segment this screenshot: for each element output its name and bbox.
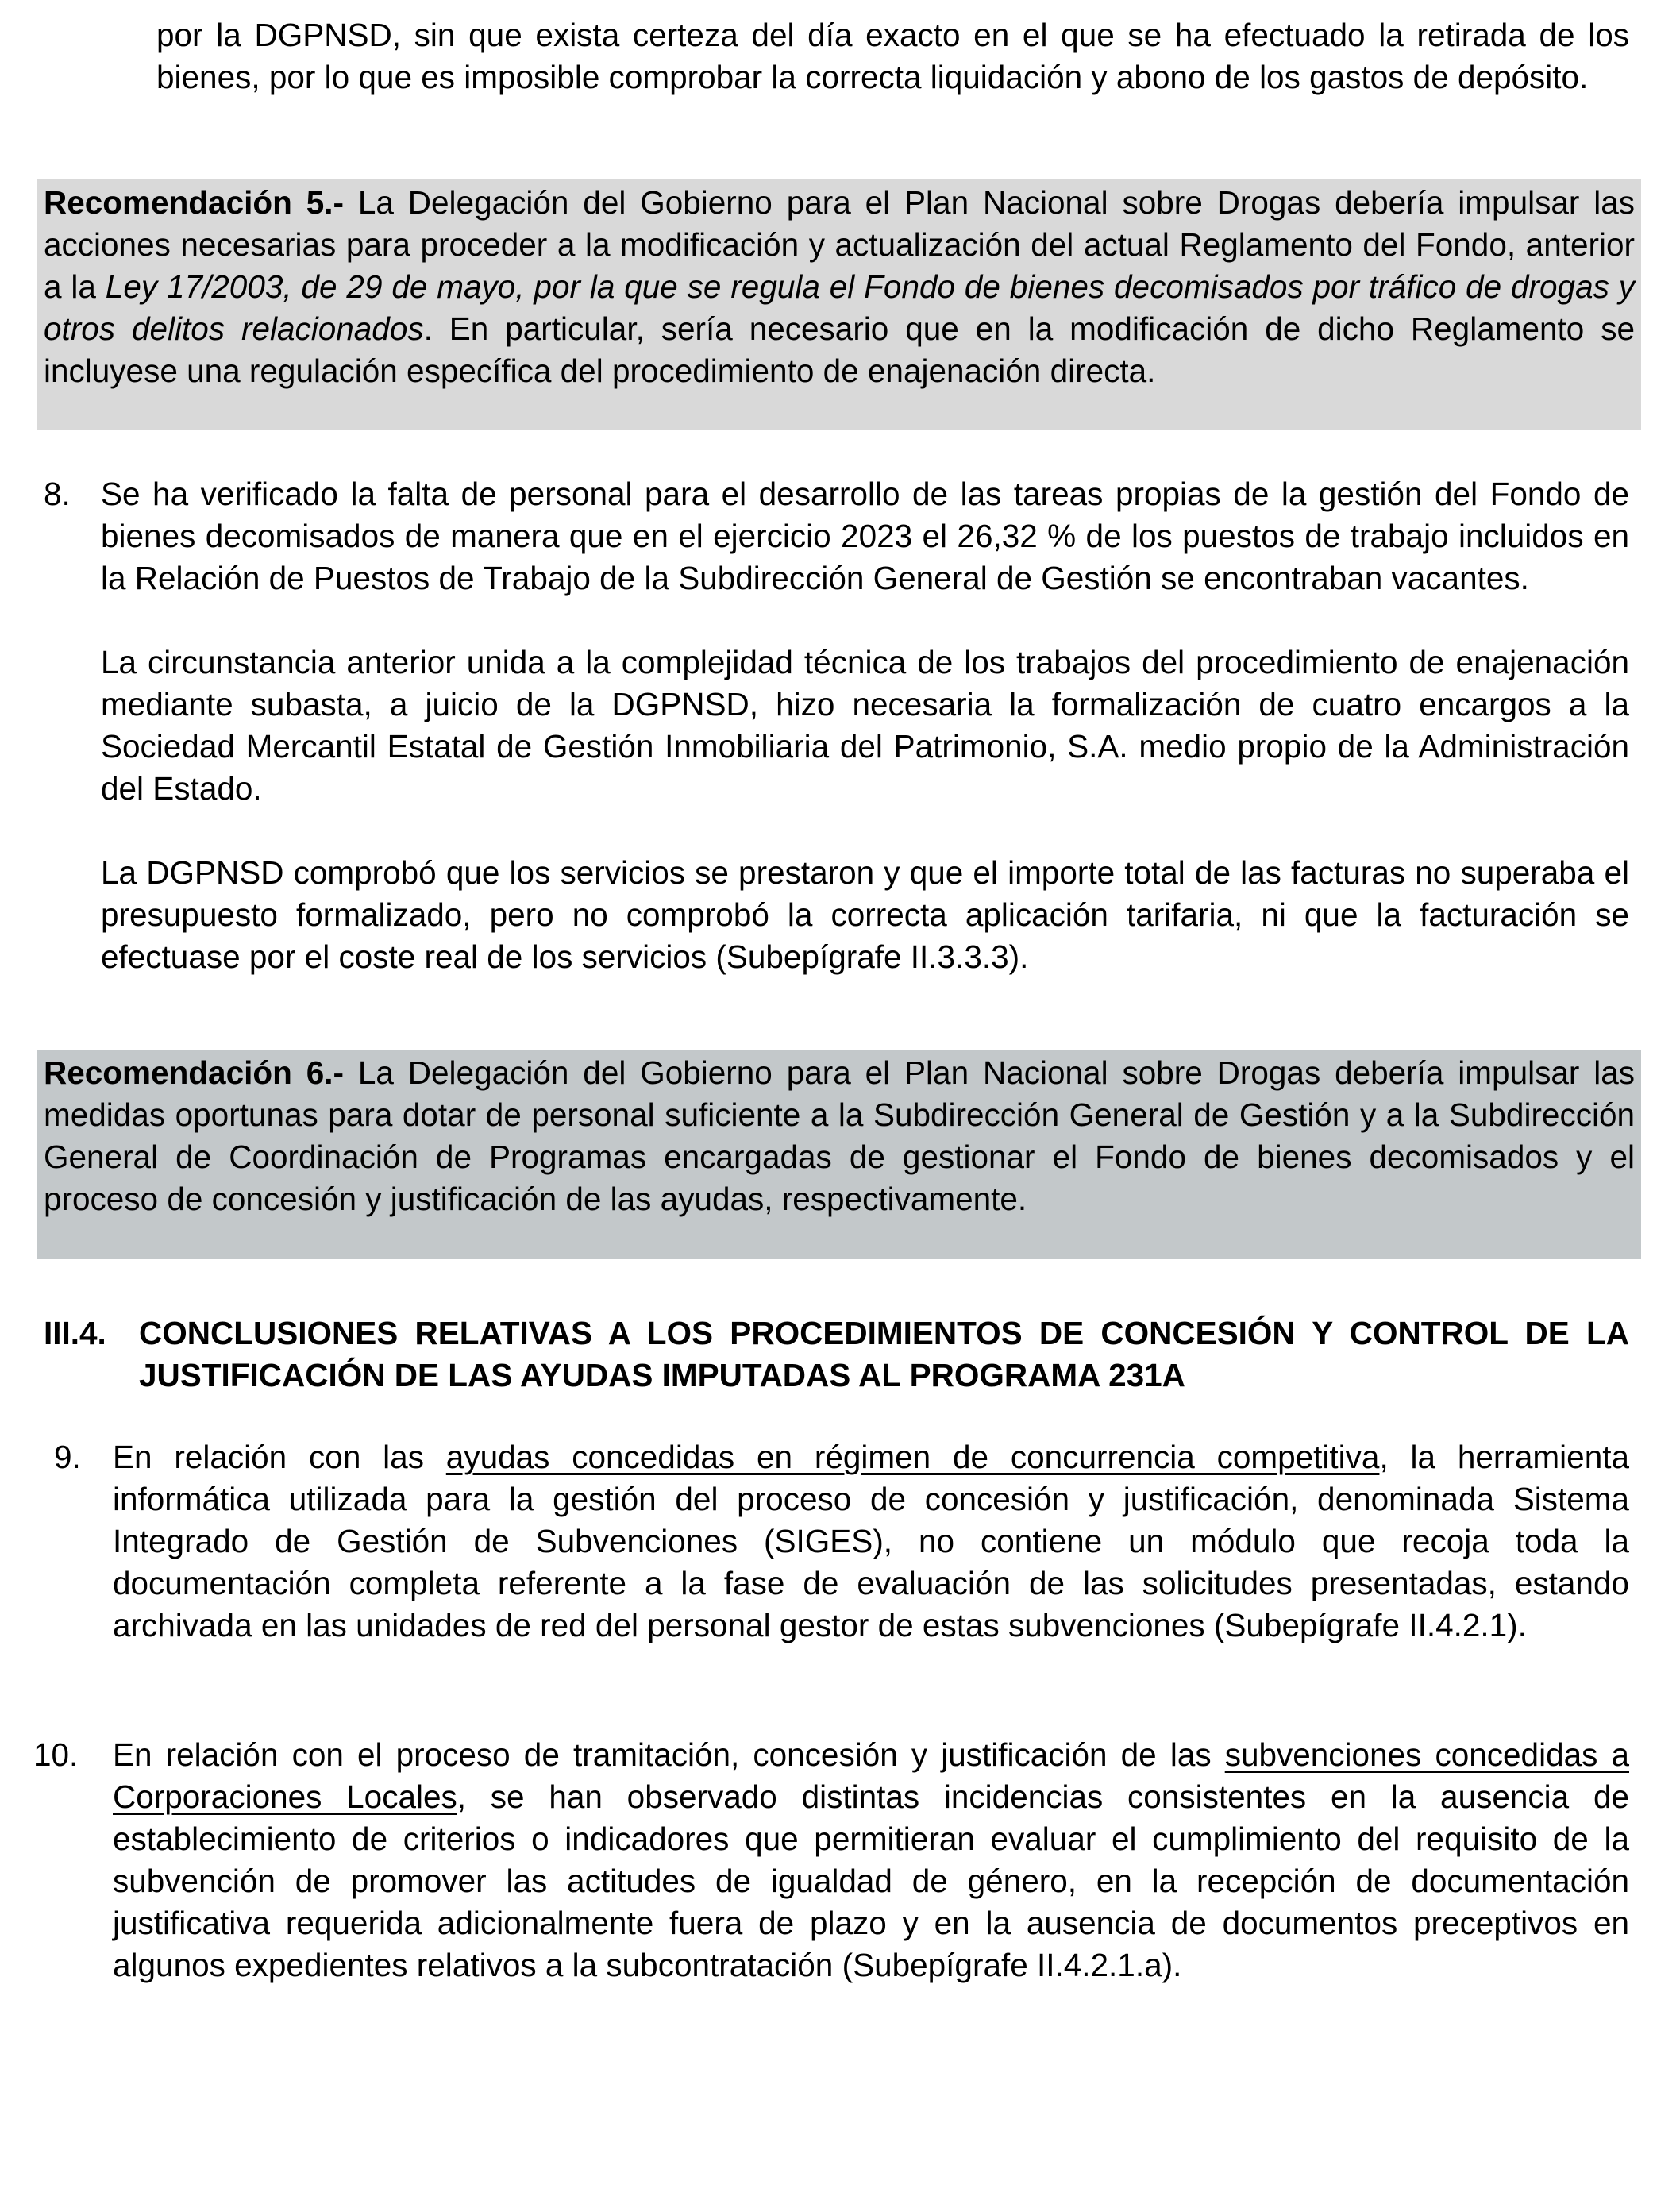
item-8-paragraph-3: La DGPNSD comprobó que los servicios se prestaron y que el importe total de las facturas no superaba el presupuesto formalizado, pero no comprobó la correcta aplicación tarifaria, ni que la facturación se efectuase por el coste real de los servicios (Subepígrafe II.3.3.3). [101, 854, 1629, 975]
recommendation-6-body: La Delegación del Gobierno para el Plan Nacional sobre Drogas debería impulsar las medidas oportunas para dotar de personal suficiente a la Subdirección General de Gestión y a la Subdirección General de Coordinación de Programas encargadas de gestionar el Fondo de bienes decomisados y el proceso de concesión y justificación de las ayudas, respectivamente. [44, 1054, 1635, 1217]
item-8-paragraph-1: Se ha verificado la falta de personal para el desarrollo de las tareas propias de la gestión del Fondo de bienes decomisados de manera que en el ejercicio 2023 el 26,32 % de los puestos de trabajo incluidos en la Relación de Puestos de Trabajo de la Subdirección General de Gestión se encontraban vacantes. [101, 476, 1629, 596]
recommendation-5-label: Recomendación 5.- [44, 184, 344, 221]
item-10-text-start: En relación con el proceso de tramitación, concesión y justificación de las [113, 1736, 1225, 1773]
section-number: III.4. [44, 1315, 106, 1351]
item-10-text-end: , se han observado distintas incidencias consistentes en la ausencia de establecimiento de criterios o indicadores que permitieran evaluar el cumplimiento del requisito de la subvención de promover las actitudes de igualdad de género, en la recepción de documentación justificativa requerida adicionalmente fuera de plazo y en la ausencia de documentos preceptivos en algunos expedientes relativos a la subcontratación (Subepígrafe II.4.2.1.a). [113, 1778, 1629, 1983]
recommendation-5-text [44, 182, 1635, 392]
recommendation-5-body-start: La Delegación del Gobierno para el Plan Nacional sobre Drogas debería impulsar las acciones necesarias para proceder a la modificación y actualización del actual Reglamento del Fondo, anterior a la [44, 184, 1635, 305]
item-9-text-start: En relación con las [113, 1439, 446, 1475]
item-9-text-end: , la herramienta informática utilizada para la gestión del proceso de concesión y justificación, denominada Sistema Integrado de Gestión de Subvenciones (SIGES), no contiene un módulo que recoja toda la documentación completa referente a la fase de evaluación de las solicitudes presentadas, estando archivada en las unidades de red del personal gestor de estas subvenciones (Subepígrafe II.4.2.1). [113, 1439, 1629, 1643]
item-10-underlined-phrase: subvenciones concedidas a Corporaciones Locales [113, 1736, 1629, 1815]
item-8-paragraph-2: La circunstancia anterior unida a la complejidad técnica de los trabajos del procedimiento de enajenación mediante subasta, a juicio de la DGPNSD, hizo necesaria la formalización de cuatro encargos a la Sociedad Mercantil Estatal de Gestión Inmobiliaria del Patrimonio, S.A. medio propio de la Administración del Estado. [101, 644, 1629, 807]
recommendation-5-box [37, 179, 1641, 430]
item-number: 9. [54, 1439, 81, 1475]
item-body [113, 1734, 1629, 1986]
section-title: CONCLUSIONES RELATIVAS A LOS PROCEDIMIENTOS DE CONCESIÓN Y CONTROL DE LA JUSTIFICACIÓN DE LAS AYUDAS IMPUTADAS AL PROGRAMA 231A [139, 1315, 1629, 1393]
recommendation-5-body-end: . En particular, sería necesario que en la modificación de dicho Reglamento se incluyese una regulación específica del procedimiento de enajenación directa. [44, 310, 1635, 389]
item-body [113, 1436, 1629, 1647]
continuation-text: por la DGPNSD, sin que exista certeza del día exacto en el que se ha efectuado la retirada de los bienes, por lo que es imposible comprobar la correcta liquidación y abono de los gastos de depósito. [156, 17, 1629, 95]
item-9-underlined-phrase: ayudas concedidas en régimen de concurrencia competitiva [445, 1439, 1380, 1475]
item-number: 10. [33, 1736, 79, 1773]
item-number: 8. [44, 476, 71, 512]
law-citation: Ley 17/2003, de 29 de mayo, por la que se regula el Fondo de bienes decomisados por tráfico de drogas y otros delitos relacionados [44, 268, 1635, 347]
continuation-paragraph [156, 14, 1629, 98]
recommendation-6-label: Recomendación 6.- [44, 1054, 344, 1091]
item-body [101, 473, 1629, 978]
recommendation-6-text [44, 1052, 1635, 1220]
recommendation-6-box [37, 1050, 1641, 1259]
